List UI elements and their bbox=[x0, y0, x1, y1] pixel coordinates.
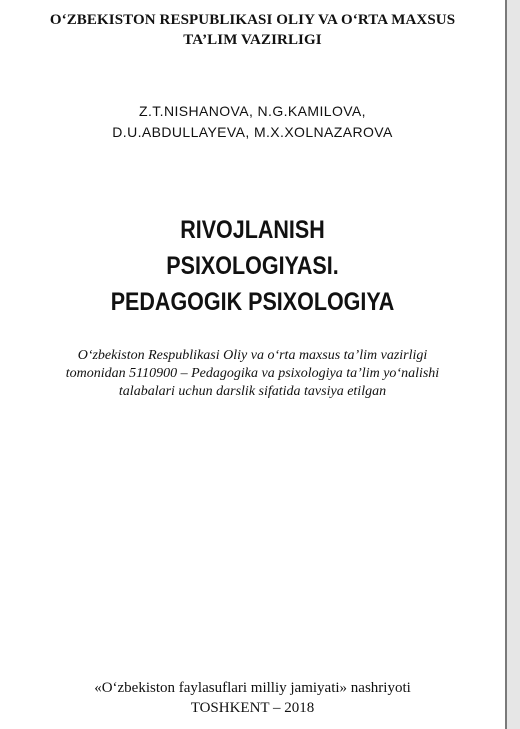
ministry-line-2: TA’LIM VAZIRLIGI bbox=[183, 32, 322, 48]
approval-line-3: talabalari uchun darslik sifatida tavsiya etilgan bbox=[118, 384, 387, 399]
publisher-name: «O‘zbekiston faylasuflari milliy jamiyati» nashriyoti bbox=[94, 680, 411, 696]
approval-line-1: O‘zbekiston Respublikasi Oliy va o‘rta maxsus ta’lim vazirligi bbox=[77, 348, 428, 363]
approval-note bbox=[0, 347, 505, 401]
book-title-line-2: PSIXOLOGIYASI. bbox=[166, 252, 339, 280]
ministry-line-1: O‘ZBEKISTON RESPUBLIKASI OLIY VA O‘RTA MAXSUS bbox=[49, 12, 456, 28]
ministry-heading bbox=[0, 10, 505, 50]
book-title bbox=[35, 212, 469, 320]
publisher-block bbox=[0, 678, 505, 718]
book-title-line-3: PEDAGOGIK PSIXOLOGIYA bbox=[110, 288, 395, 316]
authors-line-1: Z.T.NISHANOVA, N.G.KAMILOVA, bbox=[139, 103, 366, 119]
authors bbox=[0, 101, 505, 143]
publisher-city-year: TOSHKENT – 2018 bbox=[190, 700, 315, 716]
approval-line-2: tomonidan 5110900 – Pedagogika va psixologiya ta’lim yo‘nalishi bbox=[65, 366, 440, 381]
book-title-line-1: RIVOJLANISH bbox=[180, 216, 325, 244]
page-edge-shade bbox=[507, 0, 520, 729]
authors-line-2: D.U.ABDULLAYEVA, M.X.XOLNAZAROVA bbox=[112, 124, 393, 140]
